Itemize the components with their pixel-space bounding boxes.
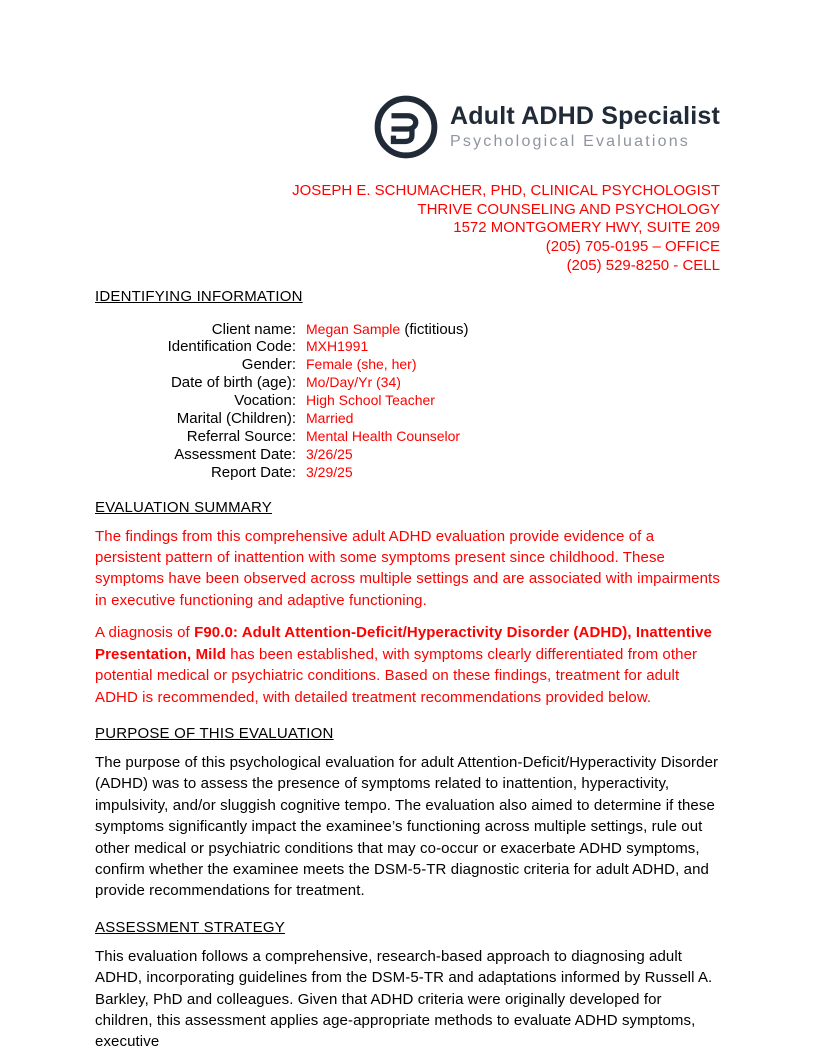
table-row [95, 356, 720, 374]
table-row [95, 410, 720, 428]
row-label: Date of birth (age): [170, 374, 296, 392]
row-value: MXH1991 [306, 338, 369, 355]
letterhead-office-phone: (205) 705-0195 – OFFICE [545, 238, 720, 256]
purpose-paragraph: The purpose of this psychological evaluation for adult Attention-Deficit/Hyperactivity Disorder (ADHD) was to assess the presence of symptoms related to inattention, hyperactivity, impulsivity, and/or sluggish cognitive tempo. The evaluation also aimed to determine if these symptoms significantly impact the examinee’s functioning across multiple settings, rule out other medical or psychiatric conditions that may co-occur or exacerbate ADHD symptoms, confirm whether the examinee meets the DSM-5-TR diagnostic criteria for adult ADHD, and provide recommendations for treatment. [95, 753, 719, 900]
row-label: Identification Code: [167, 338, 296, 356]
identifying-information-heading: IDENTIFYING INFORMATION [95, 287, 303, 305]
row-value-suffix: (fictitious) [400, 320, 469, 338]
row-value: Megan Sample (fictitious) [306, 320, 469, 338]
table-row [95, 464, 720, 482]
identifying-information-table [95, 321, 720, 482]
brand-text [450, 103, 720, 151]
brand-lockup [373, 94, 720, 160]
row-label: Gender: [241, 356, 296, 374]
row-value: High School Teacher [306, 392, 435, 409]
assessment-strategy-heading: ASSESSMENT STRATEGY [95, 918, 285, 936]
table-row [95, 428, 720, 446]
table-row [95, 338, 720, 356]
letterhead-address: 1572 MONTGOMERY HWY, SUITE 209 [453, 219, 720, 237]
row-value: Female (she, her) [306, 356, 417, 373]
evaluation-summary-paragraph-1: The findings from this comprehensive adult ADHD evaluation provide evidence of a persistent pattern of inattention with some symptoms present since childhood. These symptoms have been observed across multiple settings and are associated with impairments in executive functioning and adaptive functioning. [95, 527, 720, 609]
diagnosis-code: F90.0: Adult Attention-Deficit/Hyperactivity Disorder (ADHD), Inattentive Presentation, Mild [95, 624, 712, 663]
diagnosis-prefix: A diagnosis of [95, 624, 195, 642]
letterhead [95, 182, 720, 276]
row-label: Vocation: [234, 392, 296, 410]
letterhead-practice: THRIVE COUNSELING AND PSYCHOLOGY [417, 200, 720, 218]
row-value: 3/29/25 [306, 463, 353, 480]
row-label: Assessment Date: [174, 445, 296, 463]
table-row [95, 392, 720, 410]
row-label: Report Date: [210, 463, 296, 481]
table-row [95, 374, 720, 392]
assessment-strategy-paragraph: This evaluation follows a comprehensive, research-based approach to diagnosing adult ADHD, incorporating guidelines from the DSM-5-TR and adaptations informed by Russell A. Barkley, PhD and colleagues. Given that ADHD criteria were originally developed for children, this assessment applies age-appropriate methods to evaluate ADHD symptoms, executive [95, 947, 713, 1051]
row-value: Mo/Day/Yr (34) [306, 374, 401, 391]
purpose-heading: PURPOSE OF THIS EVALUATION [95, 724, 334, 742]
diagnosis-suffix: has been established, with symptoms clearly differentiated from other potential medical or psychiatric conditions. Based on these findings, treatment for adult ADHD is recommended, with detailed treatment recommendations provided below. [95, 645, 698, 706]
row-value: 3/26/25 [306, 445, 353, 462]
letterhead-cell-phone: (205) 529-8250 - CELL [566, 256, 720, 274]
row-label: Referral Source: [186, 427, 296, 445]
table-row [95, 321, 720, 339]
brand-tagline: Psychological Evaluations [450, 133, 691, 151]
evaluation-summary-paragraph-2 [95, 622, 720, 708]
row-label: Client name: [211, 320, 296, 338]
row-value: Married [306, 410, 354, 427]
circle-monogram-icon [373, 94, 439, 160]
brand-name: Adult ADHD Specialist [450, 101, 720, 130]
letterhead-psychologist: JOSEPH E. SCHUMACHER, PHD, CLINICAL PSYCHOLOGIST [292, 182, 720, 199]
evaluation-summary-heading: EVALUATION SUMMARY [95, 498, 272, 516]
logo-header [95, 94, 720, 160]
row-label: Marital (Children): [176, 410, 296, 428]
table-row [95, 446, 720, 464]
row-value: Mental Health Counselor [306, 427, 461, 444]
